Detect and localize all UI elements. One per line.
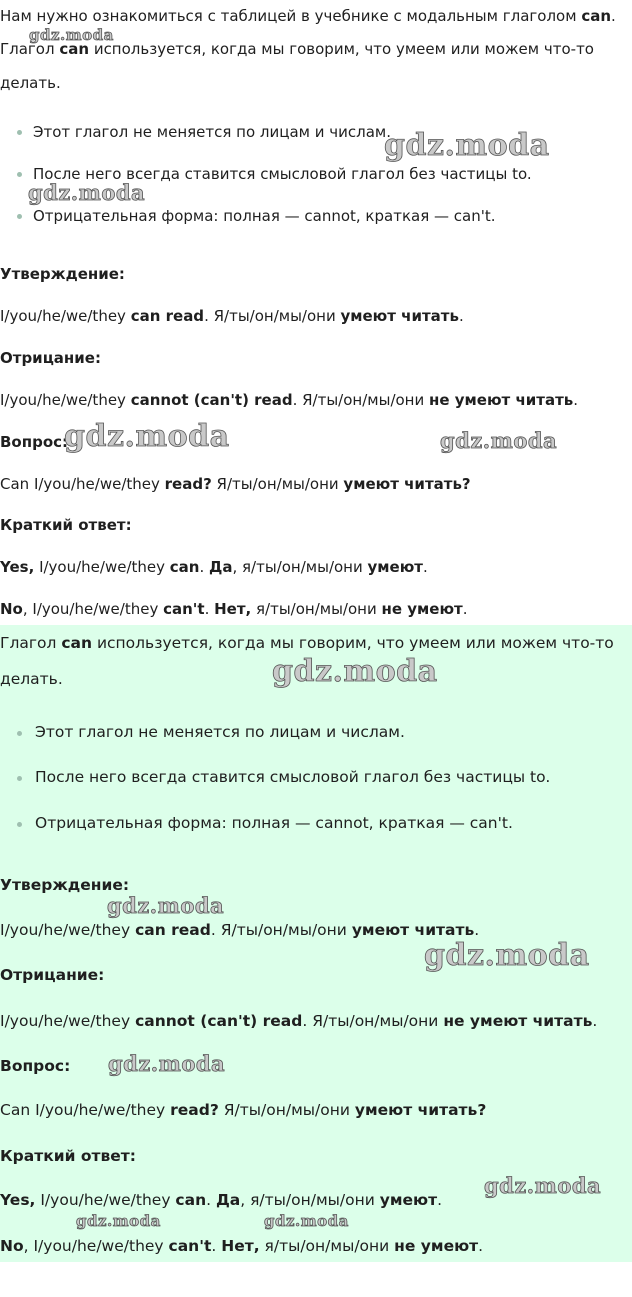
b: can't	[163, 600, 205, 618]
t: , I/you/he/we/they	[23, 1237, 169, 1255]
bullet-dot	[17, 731, 22, 736]
list-item: Этот глагол не меняется по лицам и числам.	[33, 123, 391, 141]
t: .	[437, 1191, 443, 1209]
t: . Я/ты/он/мы/они	[302, 1012, 444, 1030]
b: умеют читать	[340, 307, 459, 325]
b: Yes,	[0, 558, 35, 576]
b: Да	[215, 1191, 241, 1209]
p-text-end: используется, когда мы говорим, что умеем или можем что-то	[92, 634, 614, 652]
b: can	[175, 1191, 207, 1209]
watermark: gdz.moda	[64, 419, 230, 454]
b: умеют	[367, 558, 423, 576]
b: cannot (can't) read	[135, 1012, 303, 1030]
b: умеют читать?	[354, 1101, 487, 1119]
paragraph-line-2: делать.	[0, 74, 61, 92]
question-line	[0, 475, 471, 493]
watermark: gdz.moda	[440, 428, 558, 453]
t: I/you/he/we/they	[0, 391, 131, 409]
list-item: Отрицательная форма: полная — cannot, краткая — can't.	[35, 814, 513, 832]
list-item: Отрицательная форма: полная — cannot, краткая — can't.	[33, 207, 496, 225]
negative-line	[0, 1012, 597, 1030]
negative-heading: Отрицание:	[0, 966, 105, 984]
b: read?	[164, 475, 212, 493]
t: .	[478, 1237, 484, 1255]
question-heading: Вопрос:	[0, 1057, 71, 1075]
b: Да	[209, 558, 233, 576]
bullet-dot	[17, 822, 22, 827]
intro-bold: can	[581, 7, 612, 25]
t: Я/ты/он/мы/они	[211, 475, 344, 493]
b: умеют читать?	[343, 475, 471, 493]
short-answer-no	[0, 1237, 483, 1255]
t: .	[211, 1237, 222, 1255]
t: I/you/he/we/they	[0, 1012, 136, 1030]
b: Нет,	[221, 1237, 260, 1255]
b: No	[0, 1237, 24, 1255]
short-answer-heading: Краткий ответ:	[0, 516, 132, 534]
bullet-dot	[17, 130, 22, 135]
p-text: Глагол	[0, 634, 62, 652]
bullet-dot	[17, 776, 22, 781]
list-item: Этот глагол не меняется по лицам и числам.	[35, 723, 405, 741]
watermark: gdz.moda	[108, 1051, 226, 1076]
b: не умеют читать	[443, 1012, 593, 1030]
short-answer-yes	[0, 1191, 442, 1209]
p-bold: can	[59, 40, 90, 58]
intro-line	[0, 7, 616, 25]
intro-text-end: .	[611, 7, 616, 25]
t: I/you/he/we/they	[0, 921, 136, 939]
t: I/you/he/we/they	[34, 558, 170, 576]
b: read?	[170, 1101, 219, 1119]
watermark: gdz.moda	[272, 654, 438, 689]
t: . Я/ты/он/мы/они	[210, 921, 352, 939]
question-heading: Вопрос:	[0, 433, 69, 451]
watermark: gdz.moda	[484, 1173, 602, 1198]
t: I/you/he/we/they	[0, 307, 131, 325]
b: can	[169, 558, 200, 576]
b: cannot (can't) read	[130, 391, 293, 409]
affirmative-heading: Утверждение:	[0, 265, 125, 283]
watermark: gdz.moda	[264, 1212, 349, 1230]
b: Yes,	[0, 1191, 36, 1209]
t: .	[204, 600, 215, 618]
b: не умеют	[394, 1237, 479, 1255]
b: не умеют	[381, 600, 463, 618]
b: умеют читать	[351, 921, 475, 939]
t: .	[458, 307, 464, 325]
watermark: gdz.moda	[424, 938, 590, 973]
paragraph-line	[0, 634, 614, 652]
watermark: gdz.moda	[107, 893, 225, 918]
t: .	[592, 1012, 598, 1030]
t: Я/ты/он/мы/они	[218, 1101, 355, 1119]
t: я/ты/он/мы/они	[259, 1237, 395, 1255]
bullet-dot	[17, 214, 22, 219]
b: не умеют читать	[429, 391, 574, 409]
b: No	[0, 600, 23, 618]
t: .	[199, 558, 210, 576]
t: , я/ты/он/мы/они	[232, 558, 368, 576]
t: I/you/he/we/they	[35, 1191, 176, 1209]
p-text: Глагол	[0, 40, 60, 58]
bullet-dot	[17, 172, 22, 177]
negative-heading: Отрицание:	[0, 349, 101, 367]
t: .	[423, 558, 428, 576]
t: я/ты/он/мы/они	[251, 600, 382, 618]
b: can read	[135, 921, 211, 939]
t: Can I/you/he/we/they	[0, 1101, 171, 1119]
question-line	[0, 1101, 486, 1119]
b: умеют	[379, 1191, 438, 1209]
short-answer-no	[0, 600, 468, 618]
b: Нет,	[214, 600, 252, 618]
t: , I/you/he/we/they	[22, 600, 164, 618]
p-text-end: используется, когда мы говорим, что умеем или можем что-то	[89, 40, 594, 58]
watermark: gdz.moda	[28, 180, 146, 205]
watermark: gdz.moda	[29, 26, 114, 44]
short-answer-heading: Краткий ответ:	[0, 1147, 136, 1165]
t: .	[206, 1191, 216, 1209]
t: .	[573, 391, 579, 409]
t: . Я/ты/он/мы/они	[204, 307, 341, 325]
list-item: После него всегда ставится смысловой глагол без частицы to.	[33, 165, 532, 183]
t: .	[462, 600, 468, 618]
negative-line	[0, 391, 578, 409]
p-bold: can	[61, 634, 93, 652]
intro-text: Нам нужно ознакомиться с таблицей в учебнике с модальным глаголом	[0, 7, 582, 25]
list-item: После него всегда ставится смысловой глагол без частицы to.	[35, 768, 551, 786]
t: , я/ты/он/мы/они	[240, 1191, 380, 1209]
t: . Я/ты/он/мы/они	[292, 391, 429, 409]
affirmative-line	[0, 921, 479, 939]
paragraph-line-2: делать.	[0, 670, 63, 688]
t: .	[474, 921, 480, 939]
b: can't	[168, 1237, 212, 1255]
watermark: gdz.moda	[384, 128, 550, 163]
b: can read	[130, 307, 205, 325]
t: Can I/you/he/we/they	[0, 475, 165, 493]
affirmative-line	[0, 307, 464, 325]
affirmative-heading: Утверждение:	[0, 876, 130, 894]
watermark: gdz.moda	[76, 1212, 161, 1230]
short-answer-yes	[0, 558, 428, 576]
